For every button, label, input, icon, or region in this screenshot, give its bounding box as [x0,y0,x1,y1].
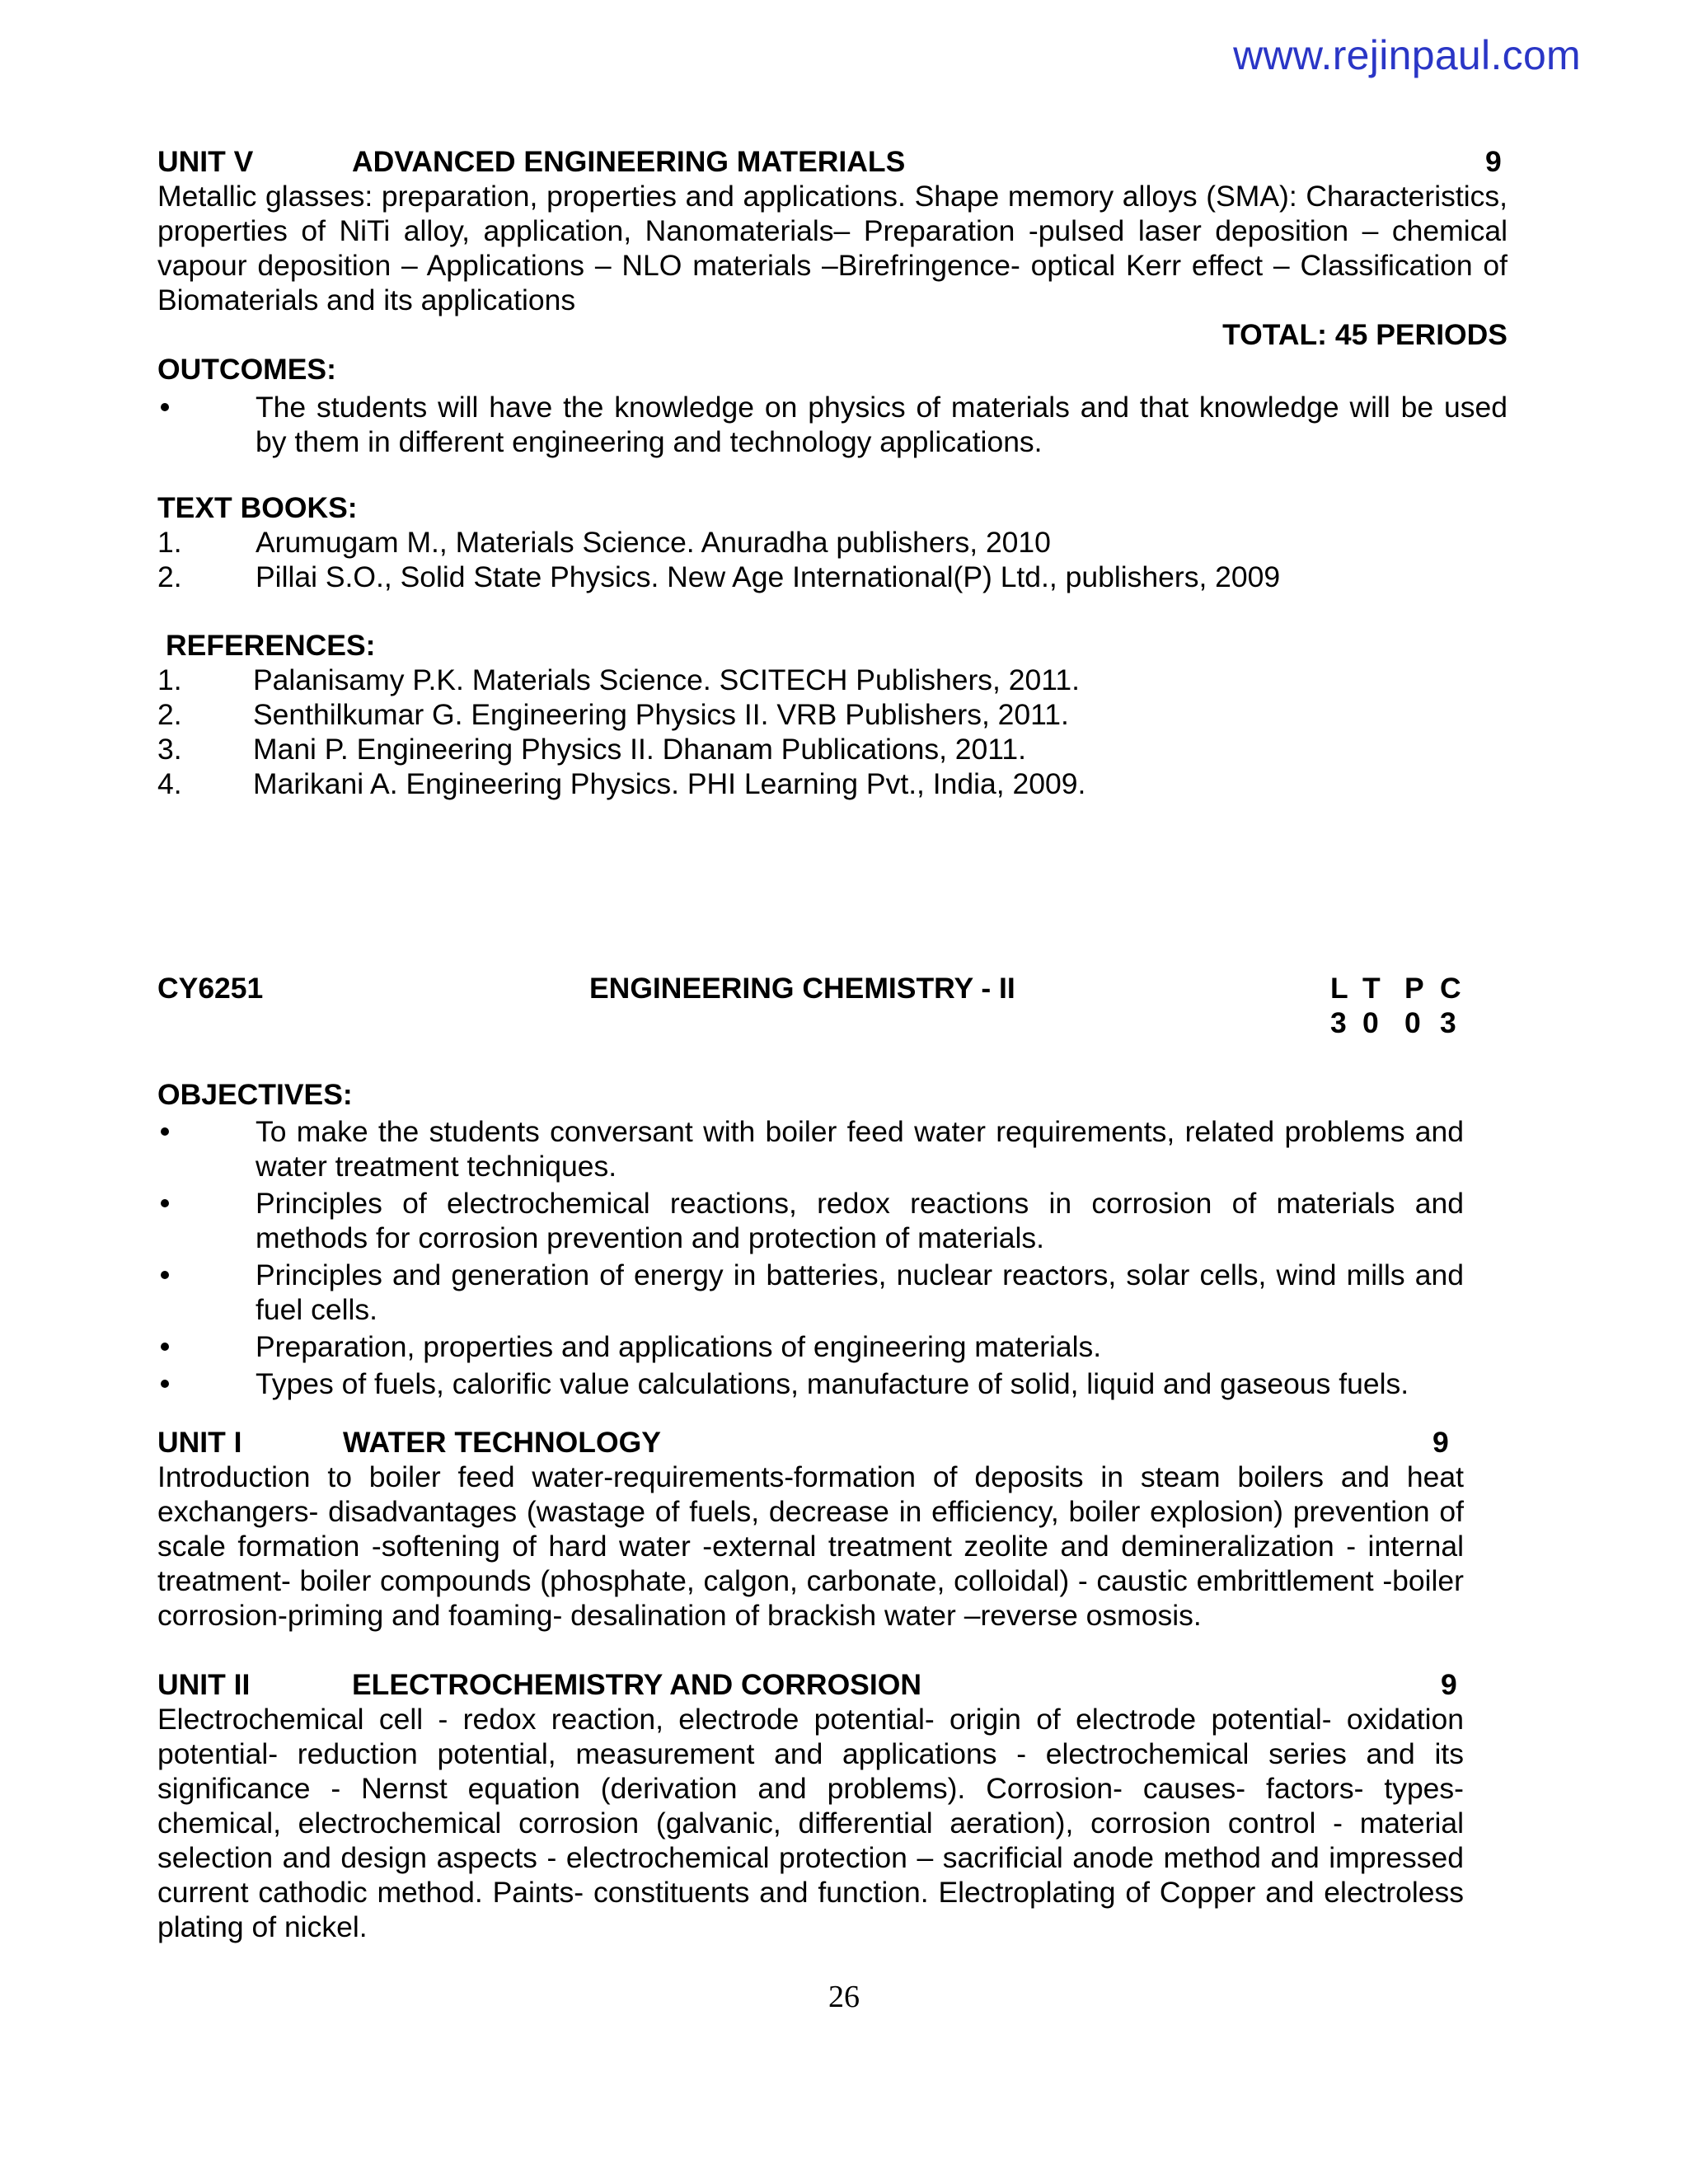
list-item [157,766,1507,801]
references-section [157,628,1507,801]
ltpc-label-t: T [1362,972,1381,1005]
outcomes-heading: OUTCOMES: [157,353,336,386]
ltpc-label-l: L [1330,972,1348,1005]
objective-text: Principles of electrochemical reactions, redox reactions in corrosion of materials and methods for corrosion prevention and protection of materials. [256,1187,1464,1254]
references-heading: REFERENCES: [166,629,376,662]
book-entry: Pillai S.O., Solid State Physics. New Age International(P) Ltd., publishers, 2009 [256,560,1281,593]
unit-i-title: WATER TECHNOLOGY [343,1426,661,1459]
objectives-heading: OBJECTIVES: [157,1078,353,1111]
site-link[interactable]: www.rejinpaul.com [1233,32,1581,78]
unit-v-label: UNIT V [157,145,254,178]
objectives-section [157,1077,1464,1401]
bullet-icon [161,1271,169,1279]
objective-text: Preparation, properties and applications of engineering materials. [256,1330,1102,1363]
objective-text: To make the students conversant with boiler feed water requirements, related problems and water treatment techniques. [256,1115,1464,1183]
unit-i-heading [157,1425,1464,1460]
bullet-icon [161,1199,169,1207]
unit-v-heading [157,144,1507,179]
ltpc-values [1328,1005,1468,1040]
list-item [157,1366,1464,1401]
reference-entry: Palanisamy P.K. Materials Science. SCITECH Publishers, 2011. [253,663,1080,696]
list-number: 3. [157,733,182,766]
reference-entry: Mani P. Engineering Physics II. Dhanam Publications, 2011. [253,733,1026,766]
unit-i-label: UNIT I [157,1426,242,1459]
unit-v-section [157,144,1507,352]
page-number: 26 [828,1980,860,2014]
course-header [157,971,1464,1045]
unit-ii-title: ELECTROCHEMISTRY AND CORROSION [352,1668,921,1701]
ltpc-labels [1328,971,1468,1005]
reference-entry: Marikani A. Engineering Physics. PHI Learning Pvt., India, 2009. [253,767,1086,800]
list-item [157,697,1507,732]
unit-i-hours: 9 [1432,1426,1449,1459]
course-code: CY6251 [157,972,264,1005]
list-item [157,1186,1464,1255]
unit-v-title: ADVANCED ENGINEERING MATERIALS [352,145,906,178]
text-books-section [157,490,1507,594]
objective-text: Types of fuels, calorific value calculations, manufacture of solid, liquid and gaseous fuels. [256,1367,1409,1400]
course-title: ENGINEERING CHEMISTRY - II [589,972,1015,1005]
ltpc-value-t: 0 [1362,1006,1379,1039]
unit-ii-heading [157,1667,1464,1702]
ltpc-label-p: P [1404,972,1424,1005]
unit-ii-body: Electrochemical cell - redox reaction, electrode potential- origin of electrode potential- oxidation potential- reduction potential, measurement and applications - electrochemical series and its significance - Nernst equation (derivation and problems). Corrosion- causes- factors- types- chemical, electrochemical corrosion (galvanic, differential aeration), corrosion control - material selection and design aspects - electrochemical protection – sacrificial anode method and impressed current cathodic method. Paints- constituents and function. Electroplating of Copper and electroless plating of nickel. [157,1703,1464,1943]
objective-text: Principles and generation of energy in batteries, nuclear reactors, solar cells, wind mills and fuel cells. [256,1258,1464,1326]
reference-entry: Senthilkumar G. Engineering Physics II. VRB Publishers, 2011. [253,698,1069,731]
unit-i-body: Introduction to boiler feed water-requirements-formation of deposits in steam boilers and heat exchangers- disadvantages (wastage of fuels, decrease in efficiency, boiler explosion) prevention of scale formation -softening of hard water -external treatment zeolite and demineralization - internal treatment- boiler compounds (phosphate, calgon, carbonate, colloidal) - caustic embrittlement -boiler corrosion-priming and foaming- desalination of brackish water –reverse osmosis. [157,1460,1464,1632]
list-item [157,663,1507,697]
outcome-text: The students will have the knowledge on physics of materials and that knowledge will be used by them in different engineering and technology applications. [256,391,1507,458]
list-number: 2. [157,698,182,731]
list-item [157,560,1507,594]
outcomes-section [157,352,1507,459]
list-item [157,390,1507,459]
list-item [157,1258,1464,1327]
bullet-icon [161,1343,169,1351]
bullet-icon [161,1127,169,1136]
unit-v-body: Metallic glasses: preparation, properties and applications. Shape memory alloys (SMA): Characteristics, properties of NiTi alloy, application, Nanomaterials– Preparation -pulsed laser deposition – chemical vapour deposition – Applications – NLO materials –Birefringence- optical Kerr effect – Classification of Biomaterials and its applications [157,180,1507,316]
unit-v-hours: 9 [1485,145,1502,178]
unit-ii-hours: 9 [1441,1668,1457,1701]
book-entry: Arumugam M., Materials Science. Anuradha publishers, 2010 [256,526,1051,559]
list-item [157,732,1507,766]
unit-i-section [157,1425,1464,1633]
list-number: 4. [157,767,182,800]
unit-ii-section [157,1667,1464,1944]
total-periods: TOTAL: 45 PERIODS [1222,318,1507,351]
ltpc-value-c: 3 [1440,1006,1456,1039]
bullet-icon [161,403,169,411]
list-item [157,525,1507,560]
ltpc-label-c: C [1440,972,1461,1005]
unit-ii-label: UNIT II [157,1668,251,1701]
list-item [157,1329,1464,1364]
text-books-heading: TEXT BOOKS: [157,491,358,524]
bullet-icon [161,1380,169,1388]
list-number: 2. [157,560,182,593]
ltpc-value-l: 3 [1330,1006,1347,1039]
list-number: 1. [157,526,182,559]
ltpc-value-p: 0 [1404,1006,1421,1039]
list-item [157,1114,1464,1183]
list-number: 1. [157,663,182,696]
